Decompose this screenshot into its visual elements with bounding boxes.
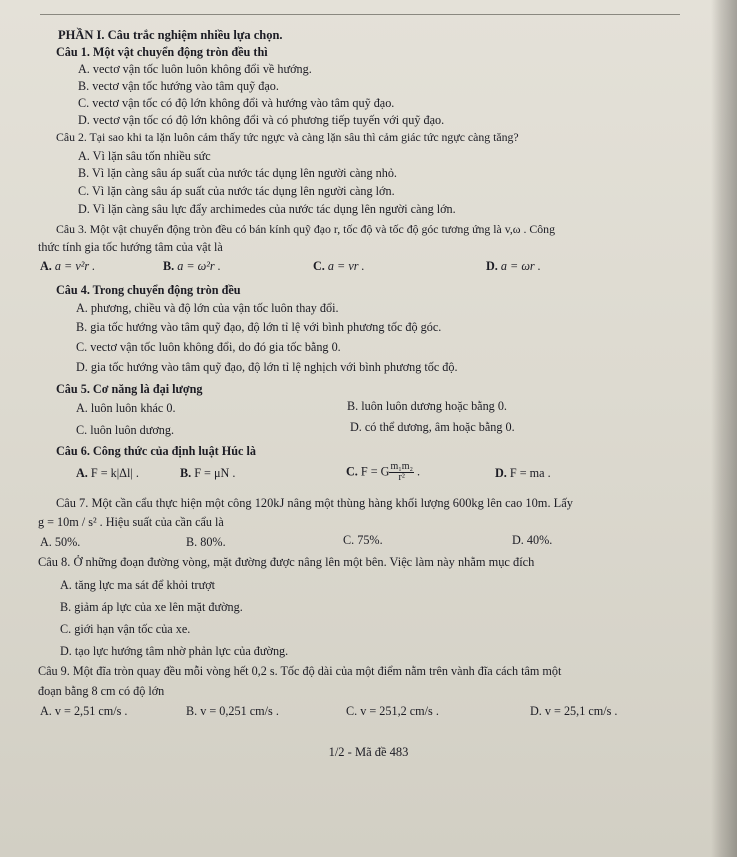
q1-option-c: C. vectơ vận tốc có độ lớn không đổi và hướng vào tâm quỹ đạo. <box>78 96 395 110</box>
q9-option-d: D. v = 25,1 cm/s . <box>530 704 618 718</box>
q4-option-b: B. gia tốc hướng vào tâm quỹ đạo, độ lớn tỉ lệ với bình phương tốc độ góc. <box>76 320 442 334</box>
q5-option-b: B. luôn luôn dương hoặc bằng 0. <box>347 399 507 413</box>
q1-stem: Câu 1. Một vật chuyển động tròn đều thì <box>56 45 268 59</box>
q4-option-c: C. vectơ vận tốc luôn không đổi, do đó gia tốc bằng 0. <box>76 340 341 354</box>
q6-option-d: D. F = ma . <box>495 466 551 480</box>
q6-fraction: $\frac{\text{m₁m₂}}{\text{r²}}$ <box>390 461 413 483</box>
q8-option-d: D. tạo lực hướng tâm nhờ phản lực của đường. <box>60 644 289 658</box>
q2-option-b: B. Vì lặn càng sâu áp suất của nước tác dụng lên người càng nhỏ. <box>78 166 397 180</box>
q4-option-a: A. phương, chiều và độ lớn của vận tốc luôn thay đổi. <box>76 301 339 315</box>
q4-option-d: D. gia tốc hướng vào tâm quỹ đạo, độ lớn tỉ lệ nghịch với bình phương tốc độ. <box>76 360 458 374</box>
q5-option-a: A. luôn luôn khác 0. <box>76 401 176 415</box>
q1-option-a: A. vectơ vận tốc luôn luôn không đổi về hướng. <box>78 62 312 76</box>
q3-option-c: C. a = vr . <box>313 259 365 273</box>
q2-option-d: D. Vì lặn càng sâu lực đẩy archimedes của nước tác dụng lên người càng lớn. <box>78 202 456 216</box>
q4-stem: Câu 4. Trong chuyển động tròn đều <box>56 283 241 297</box>
q9-stem-line2: đoạn bằng 8 cm có độ lớn <box>38 684 165 698</box>
q3-option-d: D. a = ωr . <box>486 259 541 273</box>
q9-option-c: C. v = 251,2 cm/s . <box>346 704 439 718</box>
page-edge-shadow <box>711 0 737 857</box>
q9-option-b: B. v = 0,251 cm/s . <box>186 704 279 718</box>
q7-stem-line1: Câu 7. Một cần cẩu thực hiện một công 120kJ nâng một thùng hàng khối lượng 600kg lên cao 10m. Lấy <box>56 496 573 510</box>
q6-option-a: A. F = k|Δl| . <box>76 466 139 480</box>
q7-option-d: D. 40%. <box>512 533 553 547</box>
q7-option-b: B. 80%. <box>186 535 226 549</box>
q7-stem-line2: g = 10m / s² . Hiệu suất của cần cẩu là <box>38 515 224 529</box>
q9-stem-line1: Câu 9. Một đĩa tròn quay đều mỗi vòng hết 0,2 s. Tốc độ dài của một điểm nằm trên vành đĩa cách tâm một <box>38 664 562 678</box>
q8-stem: Câu 8. Ở những đoạn đường vòng, mặt đường được nâng lên một bên. Việc làm này nhằm mục đích <box>38 555 535 569</box>
q7-option-c: C. 75%. <box>343 533 383 547</box>
q3-stem-line1: Câu 3. Một vật chuyển động tròn đều có bán kính quỹ đạo r, tốc độ và tốc độ góc tương ứng là v,ω . Công <box>56 222 555 236</box>
q2-option-c: C. Vì lặn càng sâu áp suất của nước tác dụng lên người càng lớn. <box>78 184 395 198</box>
q2-option-a: A. Vì lặn sâu tốn nhiều sức <box>78 149 211 163</box>
q6-stem: Câu 6. Công thức của định luật Húc là <box>56 444 256 458</box>
q6-option-c: C. F = G $\frac{\text{m₁m₂}}{\text{r²}}$ . <box>346 461 421 483</box>
section-header: PHẦN I. Câu trắc nghiệm nhiều lựa chọn. <box>58 28 283 42</box>
q9-option-a: A. v = 2,51 cm/s . <box>40 704 128 718</box>
q3-stem-line2: thức tính gia tốc hướng tâm của vật là <box>38 240 223 254</box>
q5-stem: Câu 5. Cơ năng là đại lượng <box>56 382 203 396</box>
q8-option-b: B. giảm áp lực của xe lên mặt đường. <box>60 600 243 614</box>
q1-option-b: B. vectơ vận tốc hướng vào tâm quỹ đạo. <box>78 79 279 93</box>
q1-option-d: D. vectơ vận tốc có độ lớn không đổi và có phương tiếp tuyến với quỹ đạo. <box>78 113 445 127</box>
q7-option-a: A. 50%. <box>40 535 81 549</box>
q3-option-a: A. a = v²r . <box>40 259 96 273</box>
q5-option-d: D. có thể dương, âm hoặc bằng 0. <box>350 420 515 434</box>
q3-option-b: B. a = ω²r . <box>163 259 221 273</box>
q6-option-b: B. F = μN . <box>180 466 236 480</box>
q2-stem: Câu 2. Tại sao khi ta lặn luôn cảm thấy tức ngực và càng lặn sâu thì cảm giác tức ngực càng tăng? <box>56 130 519 144</box>
q8-option-c: C. giới hạn vận tốc của xe. <box>60 622 191 636</box>
top-rule <box>40 14 680 15</box>
q8-option-a: A. tăng lực ma sát để khỏi trượt <box>60 578 216 592</box>
q5-option-c: C. luôn luôn dương. <box>76 423 175 437</box>
page-footer: 1/2 - Mã đề 483 <box>328 745 409 759</box>
